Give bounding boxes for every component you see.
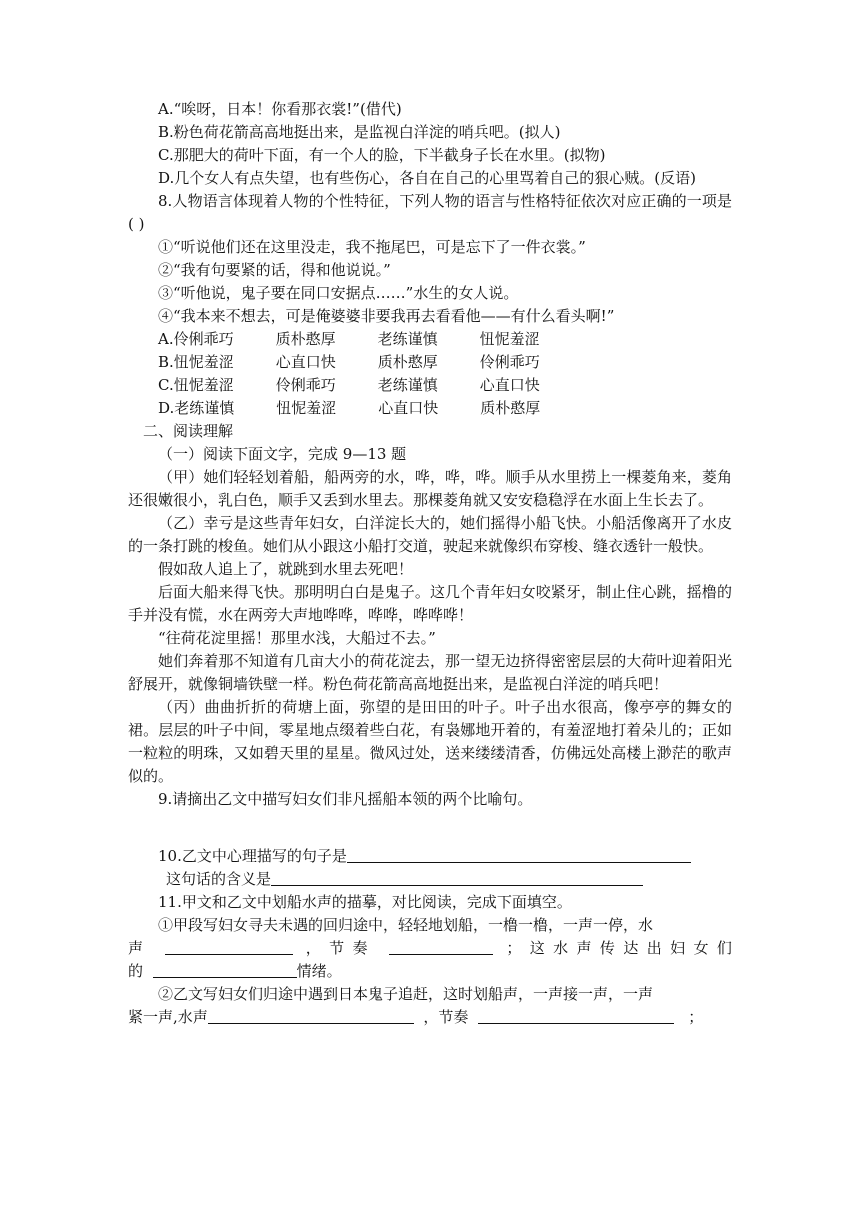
answer-blank[interactable] (165, 938, 293, 955)
answer-blank[interactable] (153, 961, 297, 978)
q8-option-d: D.老练谨慎 忸怩羞涩 心直口快 质朴憨厚 (158, 399, 541, 417)
passage-yi-2: 假如敌人追上了，就跳到水里去死吧！ (158, 560, 414, 578)
answer-blank[interactable] (208, 1007, 414, 1024)
q11-stem: 11.甲文和乙文中划船水声的描摹，对比阅读，完成下面填空。 (158, 893, 572, 911)
q8-quote-3: ③“听他说，鬼子要在同口安据点……”水生的女人说。 (158, 284, 519, 302)
passage-yi-5: 她们奔着那不知道有几亩大小的荷花淀去，那一望无边挤得密密层层的大荷叶迎着阳光舒展开，就像铜墙铁壁一样。粉色荷花箭高高地挺出来，是监视白洋淀的哨兵吧！ (128, 652, 732, 693)
passage-yi-1: （乙）幸亏是这些青年妇女，白洋淀长大的，她们摇得小船飞快。小船活像离开了水皮的一条打跳的梭鱼。她们从小跟这小船打交道，驶起来就像织布穿梭、缝衣透针一般快。 (128, 514, 732, 555)
q8-option-a: A.伶俐乖巧 质朴憨厚 老练谨慎 忸怩羞涩 (158, 330, 540, 348)
answer-blank[interactable] (347, 846, 691, 863)
q9-stem: 9.请摘出乙文中描写妇女们非凡摇船本领的两个比喻句。 (158, 790, 533, 808)
q7-option-b: B.粉色荷花箭高高地挺出来，是监视白洋淀的哨兵吧。(拟人) (158, 123, 561, 141)
q8-quote-1: ①“听说他们还在这里没走，我不拖尾巴，可是忘下了一件衣裳。” (158, 238, 586, 256)
document-page (128, 98, 732, 1029)
section-title-reading: 二、阅读理解 (143, 422, 234, 440)
answer-blank[interactable] (271, 869, 643, 886)
q11-part-2-b: 紧一声,水声 ，节奏 ； (128, 1008, 704, 1026)
q11-part-1-b: 声 ，节奏 ；这水声传达出妇女们 (128, 939, 732, 957)
reading-intro: （一）阅读下面文字，完成 9—13 题 (158, 445, 407, 463)
q7-option-a: A.“唉呀，日本！你看那衣裳!”(借代) (158, 100, 402, 118)
answer-blank[interactable] (478, 1007, 674, 1024)
q7-option-c: C.那肥大的荷叶下面，有一个人的脸，下半截身子长在水里。(拟物) (158, 146, 606, 164)
q8-option-b: B.忸怩羞涩 心直口快 质朴憨厚 伶俐乖巧 (158, 353, 540, 371)
q10-line-2: 这句话的含义是 (128, 868, 732, 891)
q7-option-d: D.几个女人有点失望，也有些伤心，各自在自己的心里骂着自己的狠心贼。(反语) (158, 169, 696, 187)
q8-stem: 8.人物语言体现着人物的个性特征，下列人物的语言与性格特征依次对应正确的一项是( ) (128, 192, 732, 233)
answer-space (128, 811, 732, 845)
q11-part-2-a: ②乙文写妇女们归途中遇到日本鬼子追赶，这时划船声，一声接一声，一声 (158, 985, 654, 1003)
passage-yi-3: 后面大船来得飞快。那明明白白是鬼子。这几个青年妇女咬紧牙，制止住心跳，摇橹的手并没有慌，水在两旁大声地哗哗，哗哗，哗哗哗！ (128, 583, 732, 624)
q11-part-1-a: ①甲段写妇女寻夫未遇的回归途中，轻轻地划船，一橹一橹，一声一停，水 (158, 916, 654, 934)
q11-part-1-c: 的 情绪。 (128, 962, 342, 980)
q8-option-c: C.忸怩羞涩 伶俐乖巧 老练谨慎 心直口快 (158, 376, 540, 394)
passage-bing: （丙）曲曲折折的荷塘上面，弥望的是田田的叶子。叶子出水很高，像亭亭的舞女的裙。层层的叶子中间，零星地点缀着些白花，有袅娜地开着的，有羞涩地打着朵儿的；正如一粒粒的明珠，又如碧天里的星星。微风过处，送来缕缕清香，仿佛远处高楼上渺茫的歌声似的。 (128, 698, 732, 785)
q8-quote-2: ②“我有句要紧的话，得和他说说。” (158, 261, 391, 279)
q10-line-1: 10.乙文中心理描写的句子是 (128, 845, 732, 868)
q8-quote-4: ④“我本来不想去，可是俺婆婆非要我再去看看他——有什么看头啊!” (158, 307, 615, 325)
answer-blank[interactable] (389, 938, 493, 955)
passage-jia: （甲）她们轻轻划着船，船两旁的水，哗，哗，哗。顺手从水里捞上一棵菱角来，菱角还很嫩很小，乳白色，顺手又丢到水里去。那棵菱角就又安安稳稳浮在水面上生长去了。 (128, 468, 732, 509)
passage-yi-4: “往荷花淀里摇！那里水浅，大船过不去。” (158, 629, 436, 647)
